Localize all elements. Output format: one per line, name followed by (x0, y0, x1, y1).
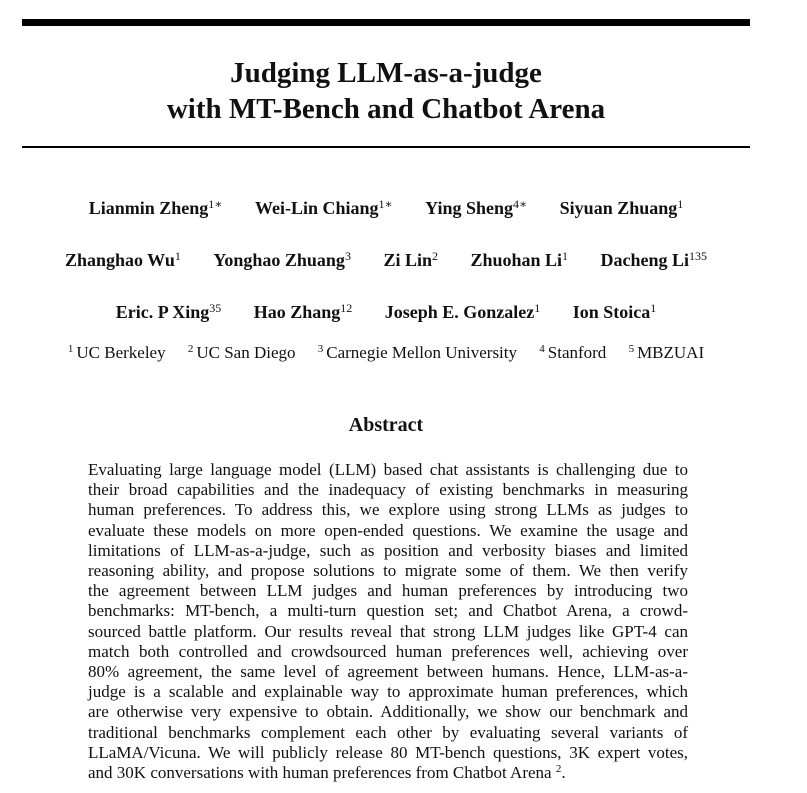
author (425, 198, 527, 219)
affiliation (188, 343, 296, 363)
author (65, 250, 181, 271)
author-name: Zi Lin (383, 250, 432, 270)
abstract-line: judge is a scalable and explainable way to approximate human preferences, which (88, 682, 688, 702)
title-line-2: with MT-Bench and Chatbot Arena (166, 93, 606, 125)
abstract-line: benchmarks: MT-bench, a multi-turn question set; and Chatbot Arena, a crowd- (88, 601, 688, 621)
abstract-body (88, 460, 688, 783)
author-affiliation-mark: 1∗ (208, 197, 223, 211)
author (254, 302, 353, 323)
affiliation-name: Stanford (547, 343, 607, 362)
author-name: Yonghao Zhuang (213, 250, 345, 270)
affiliation-mark: 5 (628, 343, 635, 355)
author-name: Joseph E. Gonzalez (384, 302, 535, 322)
abstract-heading: Abstract (348, 414, 424, 436)
abstract-line: sourced battle platform. Our results reveal that strong LLM judges like GPT-4 can (88, 621, 688, 641)
abstract-line: their broad capabilities and the inadequacy of existing benchmarks in measuring (88, 480, 688, 500)
abstract-line: reasoning ability, and propose solutions to migrate some of them. We then verify (88, 561, 688, 581)
author-row-1 (0, 198, 772, 219)
paper-title (22, 55, 750, 127)
affiliation-name: UC San Diego (196, 343, 296, 362)
author-affiliation-mark: 1 (174, 249, 181, 263)
author-name: Wei-Lin Chiang (254, 198, 379, 218)
author-name: Ion Stoica (572, 302, 651, 322)
affiliation-mark: 3 (317, 343, 324, 355)
author-name: Zhuohan Li (470, 250, 563, 270)
author (470, 250, 568, 271)
author-affiliation-mark: 1 (650, 301, 657, 315)
affiliation-name: MBZUAI (637, 343, 705, 362)
author-affiliation-mark: 1 (534, 301, 541, 315)
affiliation (318, 343, 517, 363)
author-name: Hao Zhang (253, 302, 341, 322)
author-affiliation-mark: 1 (562, 249, 569, 263)
author (213, 250, 351, 271)
affiliation-mark: 2 (187, 343, 194, 355)
author-name: Siyuan Zhuang (559, 198, 678, 218)
author (560, 198, 684, 219)
author-affiliation-mark: 4∗ (513, 197, 528, 211)
abstract-line: match both controlled and crowdsourced human preferences well, achieving over (88, 641, 688, 661)
author-affiliation-mark: 12 (340, 301, 353, 315)
author-affiliation-mark: 35 (209, 301, 222, 315)
affiliation-mark: 1 (67, 343, 74, 355)
abstract-line: the agreement between LLM judges and human preferences by introducing two (88, 581, 688, 601)
author (255, 198, 393, 219)
author-affiliation-mark: 135 (689, 249, 708, 263)
author-affiliation-mark: 2 (431, 249, 438, 263)
title-bottom-rule (22, 146, 750, 148)
abstract-line: human preferences. To address this, we explore using strong LLMs as judges to (88, 500, 688, 520)
affiliations (0, 343, 772, 363)
author (385, 302, 541, 323)
affiliation-name: UC Berkeley (76, 343, 166, 362)
abstract-line: traditional benchmarks complement each other by evaluating several variants of (88, 722, 688, 742)
author-row-2 (0, 250, 772, 271)
author-name: Dacheng Li (600, 250, 690, 270)
abstract-line: are otherwise very expensive to obtain. Additionally, we show our benchmark and (88, 702, 688, 722)
author-name: Lianmin Zheng (88, 198, 209, 218)
author-affiliation-mark: 1∗ (378, 197, 393, 211)
affiliation (539, 343, 606, 363)
author-name: Ying Sheng (425, 198, 514, 218)
abstract-line: Evaluating large language model (LLM) based chat assistants is challenging due to (88, 460, 688, 479)
author-row-3 (0, 302, 772, 323)
affiliation (629, 343, 705, 363)
abstract-line: limitations of LLM-as-a-judge, such as position and verbosity biases and limited (88, 540, 688, 560)
affiliation (68, 343, 166, 363)
author (89, 198, 223, 219)
title-line-1: Judging LLM-as-a-judge (230, 57, 542, 89)
abstract-line: 80% agreement, the same level of agreement between humans. Hence, LLM-as-a- (88, 662, 688, 682)
footnote-mark[interactable]: 2 (555, 763, 562, 776)
top-rule (22, 19, 750, 26)
author-affiliation-mark: 3 (344, 249, 351, 263)
author (383, 250, 438, 271)
author-name: Zhanghao Wu (64, 250, 175, 270)
abstract-line: LLaMA/Vicuna. We will publicly release 80 MT-bench questions, 3K expert votes, (88, 742, 688, 762)
abstract-final-punct: . (561, 763, 566, 783)
author-affiliation-mark: 1 (677, 197, 684, 211)
author (116, 302, 222, 323)
author-name: Eric. P Xing (115, 302, 210, 322)
author (573, 302, 657, 323)
abstract-line: evaluate these models on more open-ended questions. We examine the usage and (88, 520, 688, 540)
affiliation-name: Carnegie Mellon University (326, 343, 518, 362)
abstract-final-text: and 30K conversations with human preferences from Chatbot Arena (88, 763, 552, 783)
abstract-final-line (88, 763, 688, 783)
affiliation-mark: 4 (539, 343, 545, 355)
author (601, 250, 708, 271)
